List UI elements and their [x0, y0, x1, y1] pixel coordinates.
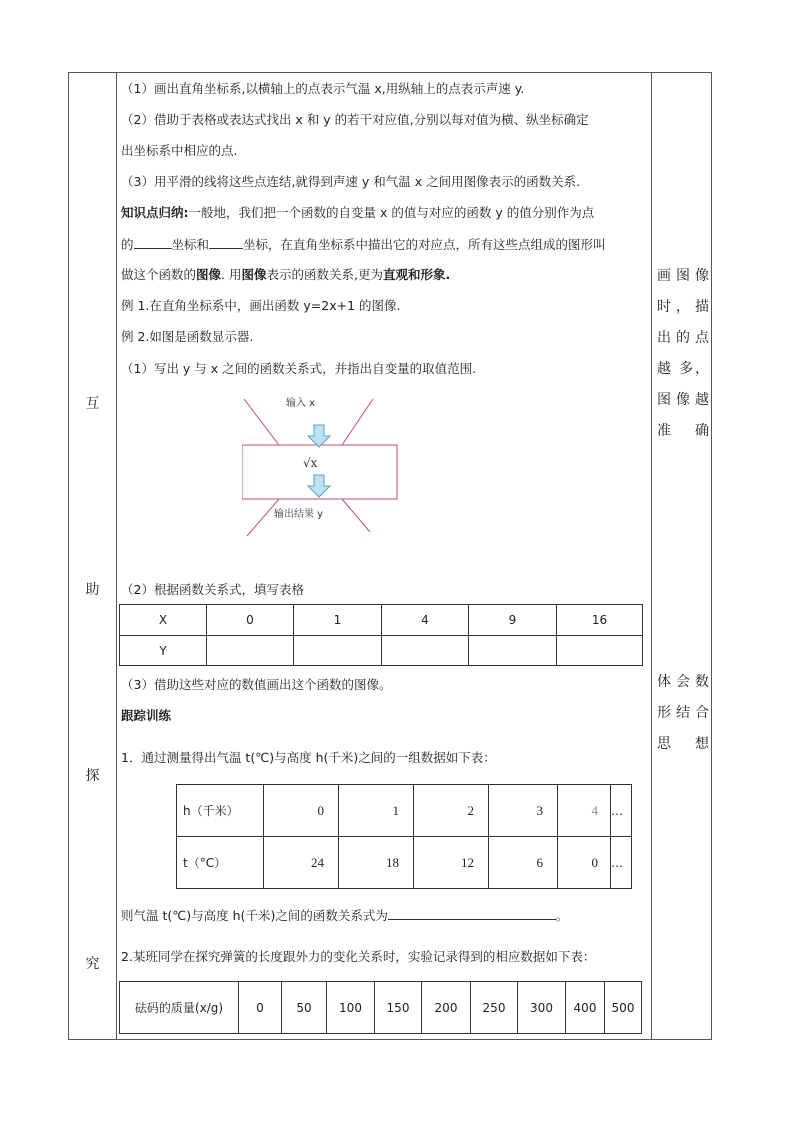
temperature-height-table	[176, 784, 632, 889]
knowledge-text-b: 坐标和	[171, 237, 210, 252]
function-value-table	[119, 604, 643, 666]
table-cell: 24	[264, 837, 339, 889]
note-line: 图像越	[657, 392, 709, 408]
table-cell: 250	[471, 982, 518, 1034]
side-label-char-3: 探	[85, 768, 100, 784]
example-2: 例 2.如图是函数显示器.	[121, 329, 254, 344]
table-cell: 18	[339, 837, 414, 889]
note-line: 时，描	[657, 299, 709, 315]
table-cell-input[interactable]	[207, 636, 294, 666]
note-line: 越 多，	[657, 361, 709, 377]
function-label: √x	[303, 456, 318, 470]
table-cell: 6	[489, 837, 558, 889]
table-cell: 0	[264, 785, 339, 837]
knowledge-summary-line-2	[121, 236, 606, 253]
table-cell: t（°C）	[177, 837, 264, 889]
table-cell: 400	[566, 982, 605, 1034]
table-cell: 砝码的质量(x/g)	[120, 982, 239, 1034]
table-cell: 1	[339, 785, 414, 837]
function-machine-diagram	[242, 395, 402, 555]
answer-blank[interactable]	[388, 907, 556, 920]
side-label-char-1: 互	[85, 396, 100, 412]
table-row	[177, 785, 632, 837]
term-graph-2: 图像	[241, 267, 267, 282]
table-cell: 0	[207, 605, 294, 636]
practice-heading	[121, 708, 171, 724]
note-line: 准 确	[657, 423, 709, 439]
page-frame	[68, 72, 712, 1040]
table-cell: 500	[605, 982, 642, 1034]
spring-weight-table	[119, 981, 642, 1034]
example-2-part-2: （2）根据函数关系式，填写表格	[121, 582, 304, 597]
table-cell: X	[120, 605, 207, 636]
knowledge-summary-text: 一般地，我们把一个函数的自变量 x 的值与对应的函数 y 的值分别作为点	[188, 205, 595, 220]
practice-question-2: 2.某班同学在探究弹簧的长度跟外力的变化关系时，实验记录得到的相应数据如下表：	[121, 949, 596, 964]
table-cell-input[interactable]	[557, 636, 643, 666]
table-row	[120, 605, 643, 636]
input-arrow-icon	[308, 425, 330, 447]
table-cell: …	[611, 785, 632, 837]
practice-heading-text: 跟踪训练	[121, 708, 172, 723]
question-1-prompt: 则气温 t(℃)与高度 h(千米)之间的函数关系式为	[121, 908, 388, 923]
table-cell: 200	[422, 982, 471, 1034]
table-cell: 2	[414, 785, 489, 837]
note-line: 形结合	[657, 705, 709, 721]
table-cell: …	[611, 837, 632, 889]
table-cell: Y	[120, 636, 207, 666]
table-cell: 3	[489, 785, 558, 837]
example-2-part-1: （1）写出 y 与 x 之间的函数关系式，并指出自变量的取值范围.	[121, 361, 477, 376]
knowledge-text-f: 表示的函数关系,更为	[266, 267, 383, 282]
note-line: 画图像	[657, 268, 709, 284]
note-line: 出的点	[657, 330, 709, 346]
side-label-char-4: 究	[85, 956, 100, 972]
knowledge-summary-line-3	[121, 267, 450, 283]
step-3-text: （3）用平滑的线将这些点连结,就得到声速 y 和气温 x 之间用图像表示的函数关系.	[121, 174, 581, 189]
table-cell-input[interactable]	[294, 636, 382, 666]
machine-funnel-right-bottom	[342, 499, 370, 532]
output-arrow-icon	[308, 475, 330, 497]
note-graphing-accuracy	[657, 261, 709, 447]
knowledge-text-c: 坐标，在直角坐标系中描出它的对应点，所有这些点组成的图形叫	[243, 237, 606, 252]
practice-question-1-blank-line	[121, 907, 568, 924]
note-line: 思 想	[657, 736, 709, 752]
main-content	[117, 73, 651, 1039]
table-cell: 100	[327, 982, 375, 1034]
machine-funnel-right-top	[342, 399, 373, 445]
blank-x-coordinate[interactable]	[134, 236, 172, 249]
question-1-end: 。	[555, 908, 569, 923]
term-graph: 图像	[196, 267, 222, 282]
step-1-text: （1）画出直角坐标系,以横轴上的点表示气温 x,用纵轴上的点表示声速 y.	[121, 81, 525, 96]
blank-y-coordinate[interactable]	[209, 236, 243, 249]
table-cell: 4	[558, 785, 611, 837]
knowledge-summary-line-1	[121, 205, 594, 221]
note-line: 体会数	[657, 674, 709, 690]
table-cell: 9	[469, 605, 557, 636]
table-cell: 1	[294, 605, 382, 636]
knowledge-summary-heading: 知识点归纳:	[121, 205, 189, 220]
notes-column	[652, 73, 711, 1039]
table-cell: h（千米）	[177, 785, 264, 837]
example-1: 例 1.在直角坐标系中，画出函数 y=2x+1 的图像.	[121, 298, 401, 313]
input-label: 输入 x	[286, 398, 316, 409]
table-row	[177, 837, 632, 889]
knowledge-text-e: . 用	[221, 267, 242, 282]
term-intuitive: 直观和形象.	[382, 267, 451, 282]
table-cell-input[interactable]	[382, 636, 469, 666]
side-label-char-2: 助	[85, 582, 100, 598]
practice-question-1: 1．通过测量得出气温 t(℃)与高度 h(千米)之间的一组数据如下表：	[121, 750, 496, 765]
step-2-text: （2）借助于表格或表达式找出 x 和 y 的若干对应值,分别以每对值为横、纵坐标确定	[121, 112, 589, 127]
table-cell: 300	[518, 982, 566, 1034]
table-cell: 12	[414, 837, 489, 889]
knowledge-text-a: 的	[121, 237, 134, 252]
table-cell: 50	[282, 982, 327, 1034]
table-cell: 0	[239, 982, 282, 1034]
table-cell: 16	[557, 605, 643, 636]
step-2-text-cont: 出坐标系中相应的点.	[121, 143, 238, 158]
example-2-part-3: （3）借助这些对应的数值画出这个函数的图像。	[121, 677, 392, 692]
table-cell: 0	[558, 837, 611, 889]
table-cell: 150	[375, 982, 422, 1034]
machine-funnel-left-top	[244, 399, 279, 445]
output-label: 输出结果 y	[274, 509, 324, 520]
knowledge-text-d: 做这个函数的	[121, 267, 197, 282]
table-cell: 4	[382, 605, 469, 636]
table-row	[120, 636, 643, 666]
table-row	[120, 982, 642, 1034]
table-cell-input[interactable]	[469, 636, 557, 666]
note-number-shape	[657, 667, 709, 760]
